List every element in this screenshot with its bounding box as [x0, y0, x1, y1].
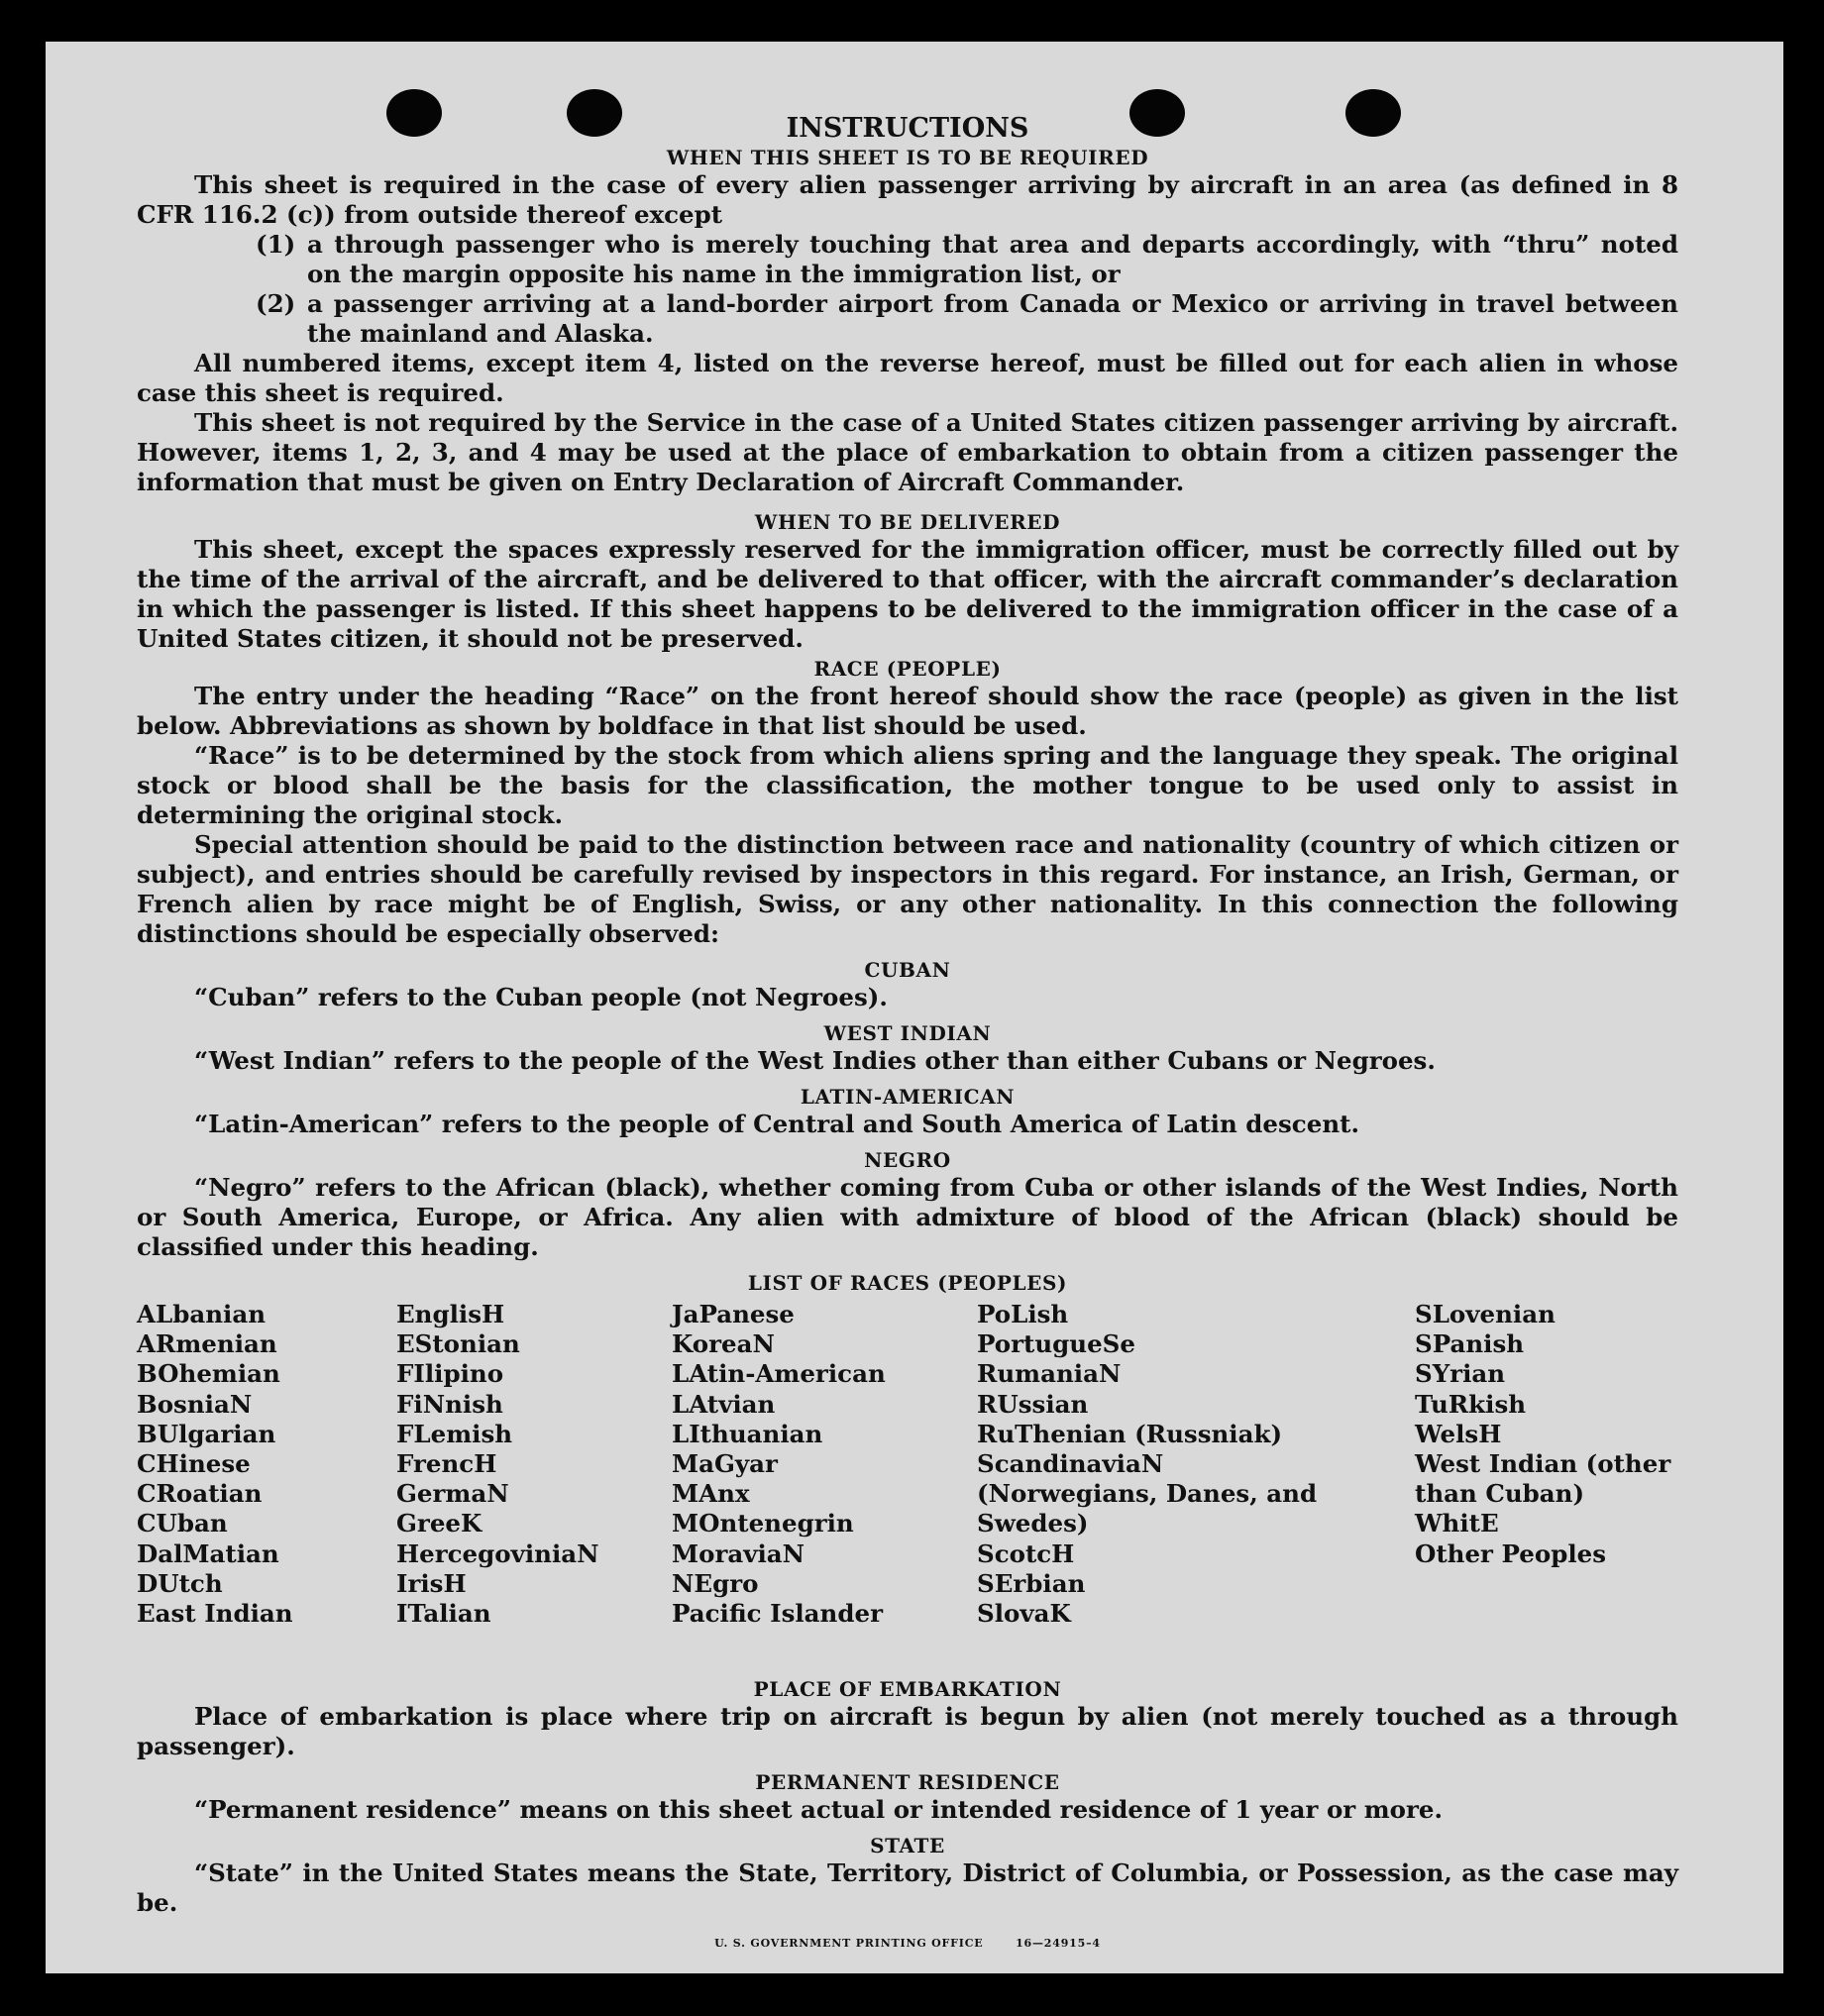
- race-entry: GreeK: [396, 1509, 483, 1539]
- race-entry: LAtin-American: [672, 1359, 886, 1389]
- race-entry: ScotcH: [977, 1539, 1075, 1568]
- race-entry: SYrian: [1415, 1359, 1506, 1389]
- races-list: [137, 1300, 1678, 1668]
- race-entry: MOntenegrin: [672, 1509, 854, 1539]
- instructions-content: [137, 113, 1678, 1952]
- race-entry: MaGyar: [672, 1449, 778, 1479]
- races-column-1: [137, 1300, 375, 1629]
- race-entry: Other Peoples: [1415, 1539, 1607, 1568]
- heading-latin-american: LATIN-AMERICAN: [800, 1085, 1016, 1109]
- race-entry: GermaN: [396, 1479, 509, 1509]
- race-entry: BOhemian: [137, 1359, 280, 1389]
- paragraph: “Latin-American” refers to the people of Central and South America of Latin descent.: [194, 1110, 1359, 1138]
- race-entry: FiNnish: [396, 1389, 503, 1419]
- item-text: a through passenger who is merely touching that area and departs accordingly, with “thru” noted on the margin opposite his name in the immigration list, or: [307, 230, 1678, 288]
- race-entry: FrencH: [396, 1449, 497, 1479]
- race-entry: LAtvian: [672, 1389, 776, 1419]
- race-entry: CUban: [137, 1509, 228, 1539]
- race-entry: FLemish: [396, 1419, 513, 1448]
- race-entry: NEgro: [672, 1568, 759, 1598]
- heading-list-of-races: LIST OF RACES (PEOPLES): [747, 1271, 1068, 1295]
- race-entry: EnglisH: [396, 1300, 505, 1328]
- races-column-5: [1415, 1300, 1678, 1569]
- races-column-2: [396, 1300, 644, 1629]
- race-entry: East Indian: [137, 1599, 293, 1629]
- paragraph: Special attention should be paid to the distinction between race and nationality (country of which citizen or subject), and entries should be carefully revised by inspectors in this regard. For instance, an Irish, German, or French alien by race might be of English, Swiss, or any other nationality. In this connection the following distinctions should be especially observed:: [137, 830, 1678, 948]
- printer-name: U. S. GOVERNMENT PRINTING OFFICE: [714, 1937, 984, 1950]
- race-entry: RUssian: [977, 1389, 1089, 1419]
- heading-race: RACE (PEOPLE): [813, 657, 1002, 681]
- race-entry: HercegoviniaN: [396, 1539, 599, 1568]
- race-entry: SPanish: [1415, 1329, 1525, 1359]
- heading-when-delivered: WHEN TO BE DELIVERED: [754, 510, 1061, 534]
- list-item: [256, 289, 1678, 349]
- race-entry: SErbian: [977, 1568, 1086, 1598]
- race-entry: ARmenian: [137, 1329, 277, 1359]
- list-item: [256, 230, 1678, 289]
- paragraph: “West Indian” refers to the people of the West Indies other than either Cubans or Negroes.: [194, 1046, 1436, 1075]
- race-entry: MoraviaN: [672, 1539, 805, 1568]
- race-entry: EStonian: [396, 1329, 520, 1359]
- paragraph: All numbered items, except item 4, listed on the reverse hereof, must be filled out for each alien in whose case this sheet is required.: [137, 349, 1678, 407]
- printer-footer: [137, 1936, 1678, 1952]
- paragraph: This sheet is not required by the Service in the case of a United States citizen passenger arriving by aircraft. However, items 1, 2, 3, and 4 may be used at the place of embarkation to obtain from a citizen passenger the information that must be given on Entry Declaration of Aircraft Commander.: [137, 408, 1678, 496]
- heading-negro: NEGRO: [864, 1148, 951, 1172]
- paragraph: Place of embarkation is place where trip on aircraft is begun by alien (not merely touched as a through passenger).: [137, 1702, 1678, 1760]
- heading-west-indian: WEST INDIAN: [823, 1021, 992, 1045]
- race-entry: IrisH: [396, 1568, 467, 1598]
- race-entry: BUlgarian: [137, 1419, 276, 1448]
- heading-when-required: WHEN THIS SHEET IS TO BE REQUIRED: [666, 146, 1149, 169]
- page-title: INSTRUCTIONS: [786, 113, 1029, 144]
- race-entry: PoLish: [977, 1300, 1069, 1328]
- paragraph: “Negro” refers to the African (black), whether coming from Cuba or other islands of the West Indies, North or South America, Europe, or Africa. Any alien with admixture of blood of the African (black) should be classified under this heading.: [137, 1173, 1678, 1261]
- race-entry: FIlipino: [396, 1359, 504, 1389]
- item-number: (2): [256, 289, 296, 318]
- race-entry: DalMatian: [137, 1539, 279, 1568]
- race-entry: West Indian (other than Cuban): [1415, 1449, 1671, 1509]
- heading-cuban: CUBAN: [864, 958, 951, 982]
- paragraph: This sheet is required in the case of every alien passenger arriving by aircraft in an area (as defined in 8 CFR 116.2 (c)) from outside thereof except: [137, 170, 1678, 229]
- race-entry: CRoatian: [137, 1479, 263, 1509]
- race-entry: TuRkish: [1415, 1389, 1527, 1419]
- race-entry: WelsH: [1415, 1419, 1502, 1448]
- race-entry: RumaniaN: [977, 1359, 1122, 1389]
- heading-state: STATE: [870, 1834, 945, 1857]
- race-entry: WhitE: [1415, 1509, 1499, 1539]
- race-entry: DUtch: [137, 1568, 223, 1598]
- paragraph: “Race” is to be determined by the stock from which aliens spring and the language they speak. The original stock or blood shall be the basis for the classification, the mother tongue to be used only to assist in determining the original stock.: [137, 741, 1678, 829]
- heading-embarkation: PLACE OF EMBARKATION: [753, 1677, 1062, 1701]
- race-entry: CHinese: [137, 1449, 251, 1479]
- paragraph: The entry under the heading “Race” on the front hereof should show the race (people) as given in the list below. Abbreviations as shown by boldface in that list should be used.: [137, 682, 1678, 740]
- race-entry: PortugueSe: [977, 1329, 1135, 1359]
- race-entry: KoreaN: [672, 1329, 775, 1359]
- paragraph: “State” in the United States means the State, Territory, District of Columbia, or Possession, as the case may be.: [137, 1858, 1678, 1917]
- item-number: (1): [256, 230, 296, 259]
- race-entry: SlovaK: [977, 1599, 1071, 1629]
- paragraph: This sheet, except the spaces expressly reserved for the immigration officer, must be correctly filled out by the time of the arrival of the aircraft, and be delivered to that officer, with the aircraft commander’s declaration in which the passenger is listed. If this sheet happens to be delivered to the immigration officer in the case of a United States citizen, it should not be preserved.: [137, 535, 1678, 653]
- race-entry: ALbanian: [137, 1300, 267, 1328]
- races-column-3: [672, 1300, 959, 1629]
- race-entry: BosniaN: [137, 1389, 253, 1419]
- race-entry: Pacific Islander: [672, 1599, 883, 1629]
- race-entry: ScandinaviaN (Norwegians, Danes, and Swedes): [977, 1449, 1318, 1539]
- paragraph: “Cuban” refers to the Cuban people (not Negroes).: [194, 983, 888, 1011]
- races-column-4: [977, 1300, 1334, 1629]
- document-sheet: [46, 42, 1783, 1973]
- race-entry: SLovenian: [1415, 1300, 1556, 1328]
- paragraph: “Permanent residence” means on this sheet actual or intended residence of 1 year or more.: [194, 1795, 1444, 1824]
- race-entry: MAnx: [672, 1479, 750, 1509]
- race-entry: LIthuanian: [672, 1419, 823, 1448]
- form-code: 16—24915–4: [1016, 1937, 1101, 1950]
- item-text: a passenger arriving at a land-border airport from Canada or Mexico or arriving in travel between the mainland and Alaska.: [307, 289, 1678, 348]
- heading-permanent-residence: PERMANENT RESIDENCE: [755, 1770, 1060, 1794]
- race-entry: RuThenian (Russniak): [977, 1419, 1283, 1448]
- race-entry: JaPanese: [672, 1300, 795, 1328]
- race-entry: ITalian: [396, 1599, 491, 1629]
